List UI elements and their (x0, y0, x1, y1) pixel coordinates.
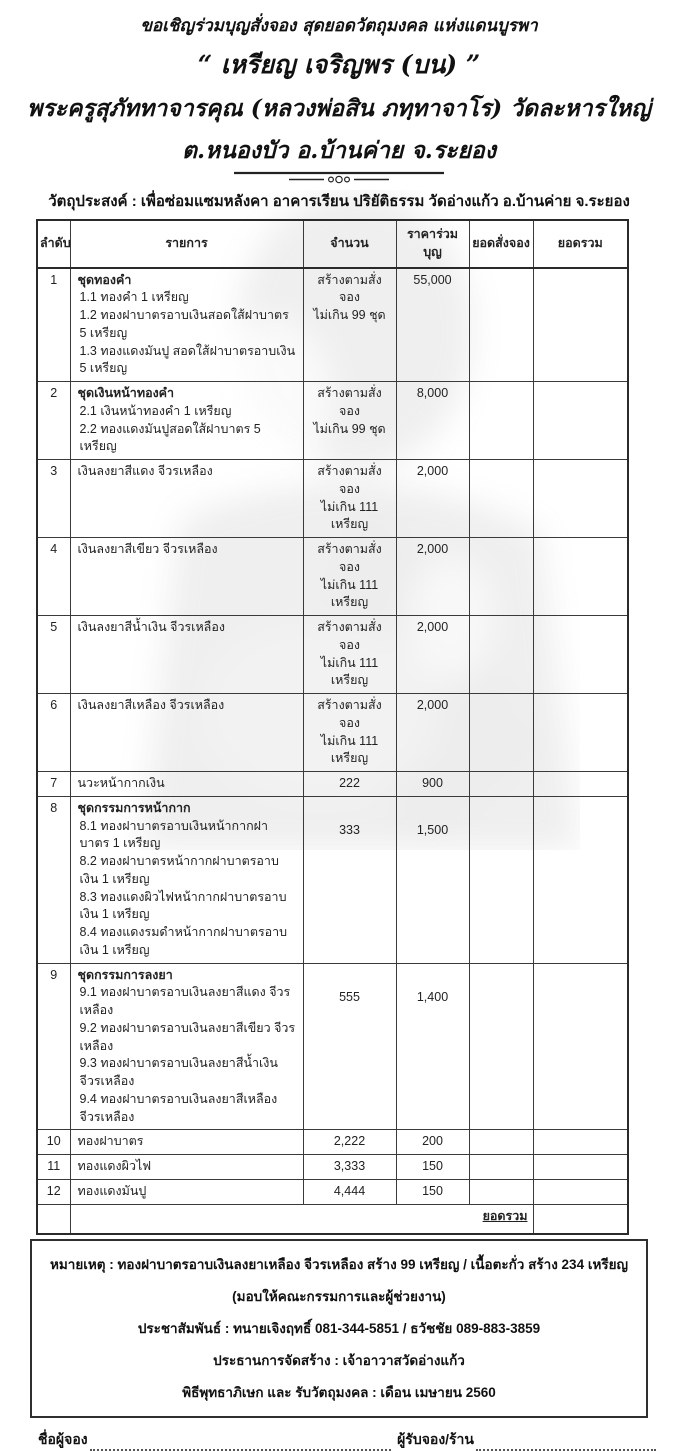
col-header-ordered: ยอดสั่งจอง (469, 220, 533, 268)
row-total-cell (533, 1155, 628, 1180)
row-number: 3 (37, 460, 70, 538)
table-row (37, 963, 628, 1130)
row-sub-item: 1.3 ทองแดงมันปู สอดใส้ฝาบาตรอาบเงิน 5 เหรียญ (79, 343, 296, 376)
table-row (37, 1179, 628, 1204)
row-description (70, 963, 303, 1130)
row-total-cell (533, 382, 628, 460)
row-total-cell (533, 268, 628, 382)
table-row (37, 538, 628, 616)
order-amount-cell (469, 616, 533, 694)
col-header-qty: จำนวน (303, 220, 396, 268)
row-quantity (303, 538, 396, 616)
grand-total-value-cell (533, 1204, 628, 1234)
row-sub-item: 8.4 ทองแดงรมดำหน้ากากฝาบาตรอาบเงิน 1 เหรียญ (79, 925, 288, 957)
row-sub-item: 9.2 ทองฝาบาตรอาบเงินลงยาสีเขียว จีวรเหลือง (79, 1020, 296, 1053)
col-header-price: ราคาร่วมบุญ (396, 220, 469, 268)
quantity-line: ไม่เกิน 111 เหรียญ (320, 577, 379, 610)
order-amount-cell (469, 694, 533, 772)
quantity-line: ไม่เกิน 111 เหรียญ (320, 733, 379, 766)
receiver-shop-label: ผู้รับจอง/ร้าน (397, 1430, 474, 1447)
row-quantity (303, 1155, 396, 1180)
quantity-line: 2,222 (333, 1134, 366, 1149)
signature-row (38, 1429, 656, 1451)
order-amount-cell (469, 268, 533, 382)
row-total-cell (533, 694, 628, 772)
order-amount-cell (469, 772, 533, 797)
row-title: เงินลงยาสีเหลือง จีวรเหลือง (77, 698, 225, 712)
order-amount-cell (469, 1155, 533, 1180)
order-table-header (37, 220, 628, 268)
row-sub-item: 1.2 ทองฝาบาตรอาบเงินสอดใส้ฝาบาตร 5 เหรียญ (79, 308, 289, 340)
quantity-line: ไม่เกิน 111 เหรียญ (320, 655, 379, 688)
row-total-cell (533, 538, 628, 616)
table-row (37, 694, 628, 772)
order-amount-cell (469, 1179, 533, 1204)
quantity-line: สร้างตามสั่งจอง (317, 698, 382, 730)
row-number: 11 (37, 1155, 70, 1180)
row-description (70, 538, 303, 616)
row-sub-item: 8.1 ทองฝาบาตรอาบเงินหน้ากากฝาบาตร 1 เหรียญ (79, 818, 269, 851)
note-remark: หมายเหตุ : ทองฝาบาตรอาบเงินลงยาเหลือง จีวรเหลือง สร้าง 99 เหรียญ / เนื้อตะกั่ว สร้าง 234 เหรียญ (49, 1256, 629, 1272)
quantity-line: 222 (339, 776, 360, 790)
row-title: ทองฝาบาตร (77, 1134, 144, 1149)
row-total-cell (533, 796, 628, 963)
amulet-title: “ เหรียญ เจริญพร (บน) ” (197, 50, 481, 79)
row-title: ทองแดงมันปู (77, 1183, 147, 1198)
row-quantity (303, 268, 396, 382)
row-price: 2,000 (396, 616, 469, 694)
row-number: 7 (37, 772, 70, 797)
row-number: 6 (37, 694, 70, 772)
row-sub-item: 1.1 ทองคำ 1 เหรียญ (79, 290, 189, 305)
row-title: นวะหน้ากากเงิน (77, 776, 165, 790)
row-total-cell (533, 616, 628, 694)
table-row (37, 772, 628, 797)
quantity-line: สร้างตามสั่งจอง (317, 386, 382, 418)
row-sub-item: 9.3 ทองฝาบาตรอาบเงินลงยาสีน้ำเงิน จีวรเหลือง (79, 1056, 278, 1088)
order-amount-cell (469, 796, 533, 963)
row-total-cell (533, 772, 628, 797)
row-total-cell (533, 1179, 628, 1204)
row-sub-item: 9.4 ทองฝาบาตรอาบเงินลงยาสีเหลือง จีวรเหลือง (79, 1091, 278, 1124)
row-description (70, 1155, 303, 1180)
col-header-total: ยอดรวม (533, 220, 628, 268)
table-row (37, 382, 628, 460)
row-price: 2,000 (396, 694, 469, 772)
row-number: 2 (37, 382, 70, 460)
order-amount-cell (469, 382, 533, 460)
col-header-index: ลำดับ (37, 220, 70, 268)
temple-address-line: ต.หนองบัว อ.บ้านค่าย จ.ระยอง (182, 137, 496, 164)
row-quantity (303, 616, 396, 694)
monk-name-line: พระครูสุภัททาจารคุณ (หลวงพ่อสิน ภทฺทาจาโร) วัดละหารใหญ่ (27, 95, 651, 122)
row-title: ทองแดงผิวไฟ (77, 1159, 152, 1173)
row-price: 900 (396, 772, 469, 797)
quantity-line: สร้างตามสั่งจอง (317, 620, 382, 652)
table-row (37, 268, 628, 382)
note-contacts: ประชาสัมพันธ์ : ทนายเจิงฤทธิ์ 081-344-5851 / ธวัชชัย 089-883-3859 (137, 1320, 541, 1336)
orderer-name-field (90, 1435, 392, 1451)
table-row (37, 616, 628, 694)
row-price: 1,400 (396, 963, 469, 1130)
receiver-shop-field (476, 1435, 656, 1451)
row-description (70, 382, 303, 460)
order-amount-cell (469, 1130, 533, 1155)
row-description (70, 268, 303, 382)
quantity-line: 4,444 (333, 1183, 366, 1198)
row-description (70, 772, 303, 797)
row-quantity (303, 796, 396, 963)
notes-box (30, 1239, 648, 1418)
quantity-line: สร้างตามสั่งจอง (317, 464, 382, 496)
table-row (37, 460, 628, 538)
row-title: ชุดทองคำ (77, 272, 132, 287)
order-amount-cell (469, 538, 533, 616)
order-table-body (37, 268, 628, 1205)
row-title: เงินลงยาสีเขียว จีวรเหลือง (77, 542, 218, 556)
row-number: 9 (37, 963, 70, 1130)
row-sub-item: 8.2 ทองฝาบาตรหน้ากากฝาบาตรอาบเงิน 1 เหรียญ (79, 854, 279, 886)
row-number: 4 (37, 538, 70, 616)
quantity-line: 333 (339, 822, 360, 837)
row-title: ชุดกรรมการหน้ากาก (77, 800, 191, 815)
note-chairman: ประธานการจัดสร้าง : เจ้าอาวาสวัดอ่างแก้ว (213, 1352, 465, 1368)
row-total-cell (533, 1130, 628, 1155)
row-number: 5 (37, 616, 70, 694)
purpose-line: วัตถุประสงค์ : เพื่อซ่อมแซมหลังคา อาคารเรียน ปริยัติธรรม วัดอ่างแก้ว อ.บ้านค่าย จ.ระยอง (48, 193, 630, 210)
ornament-divider (234, 171, 444, 185)
note-ceremony-date: พิธีพุทธาภิเษก และ รับวัตถุมงคล : เดือน เมษายน 2560 (182, 1384, 496, 1400)
orderer-name-label: ชื่อผู้จอง (38, 1430, 88, 1447)
row-description (70, 1130, 303, 1155)
total-row-spacer (37, 1204, 70, 1234)
row-price: 8,000 (396, 382, 469, 460)
form-header (0, 12, 678, 169)
row-number: 12 (37, 1179, 70, 1204)
row-price: 2,000 (396, 460, 469, 538)
row-quantity (303, 772, 396, 797)
quantity-line: สร้างตามสั่งจอง (317, 272, 382, 305)
row-number: 8 (37, 796, 70, 963)
row-number: 1 (37, 268, 70, 382)
row-sub-item: 2.1 เงินหน้าทองคำ 1 เหรียญ (79, 403, 232, 418)
table-row (37, 1155, 628, 1180)
row-quantity (303, 963, 396, 1130)
row-quantity (303, 1130, 396, 1155)
row-quantity (303, 1179, 396, 1204)
row-sub-item: 9.1 ทองฝาบาตรอาบเงินลงยาสีแดง จีวรเหลือง (79, 985, 291, 1017)
row-title: เงินลงยาสีแดง จีวรเหลือง (77, 464, 213, 478)
row-price: 2,000 (396, 538, 469, 616)
row-title: เงินลงยาสีน้ำเงิน จีวรเหลือง (77, 620, 225, 634)
row-total-cell (533, 963, 628, 1130)
row-description (70, 616, 303, 694)
table-row (37, 1130, 628, 1155)
row-title: ชุดกรรมการลงยา (77, 967, 173, 982)
row-description (70, 460, 303, 538)
grand-total-label: ยอดรวม (70, 1204, 533, 1234)
note-committee: (มอบให้คณะกรรมการและผู้ช่วยงาน) (232, 1288, 446, 1304)
row-quantity (303, 694, 396, 772)
quantity-line: 3,333 (333, 1159, 366, 1173)
quantity-line: สร้างตามสั่งจอง (317, 542, 382, 574)
row-title: ชุดเงินหน้าทองคำ (77, 386, 175, 400)
col-header-item: รายการ (70, 220, 303, 268)
row-sub-item: 8.3 ทองแดงผิวไฟหน้ากากฝาบาตรอาบเงิน 1 เหรียญ (79, 889, 287, 922)
row-price: 200 (396, 1130, 469, 1155)
table-row (37, 796, 628, 963)
quantity-line: ไม่เกิน 111 เหรียญ (320, 499, 379, 532)
row-number: 10 (37, 1130, 70, 1155)
row-description (70, 1179, 303, 1204)
row-price: 1,500 (396, 796, 469, 963)
order-amount-cell (469, 963, 533, 1130)
row-description (70, 694, 303, 772)
row-sub-item: 2.2 ทองแดงมันปูสอดใส้ฝาบาตร 5 เหรียญ (79, 421, 261, 454)
row-quantity (303, 382, 396, 460)
invitation-line: ขอเชิญร่วมบุญสั่งจอง สุดยอดวัตถุมงคล แห่งแดนบูรพา (140, 16, 538, 36)
row-quantity (303, 460, 396, 538)
order-table (36, 219, 629, 1235)
row-price: 55,000 (396, 268, 469, 382)
order-amount-cell (469, 460, 533, 538)
grand-total-row (37, 1204, 628, 1234)
row-total-cell (533, 460, 628, 538)
row-price: 150 (396, 1179, 469, 1204)
row-price: 150 (396, 1155, 469, 1180)
quantity-line: ไม่เกิน 99 ชุด (313, 421, 386, 436)
quantity-line: ไม่เกิน 99 ชุด (313, 308, 386, 322)
quantity-line: 555 (339, 989, 360, 1004)
row-description (70, 796, 303, 963)
